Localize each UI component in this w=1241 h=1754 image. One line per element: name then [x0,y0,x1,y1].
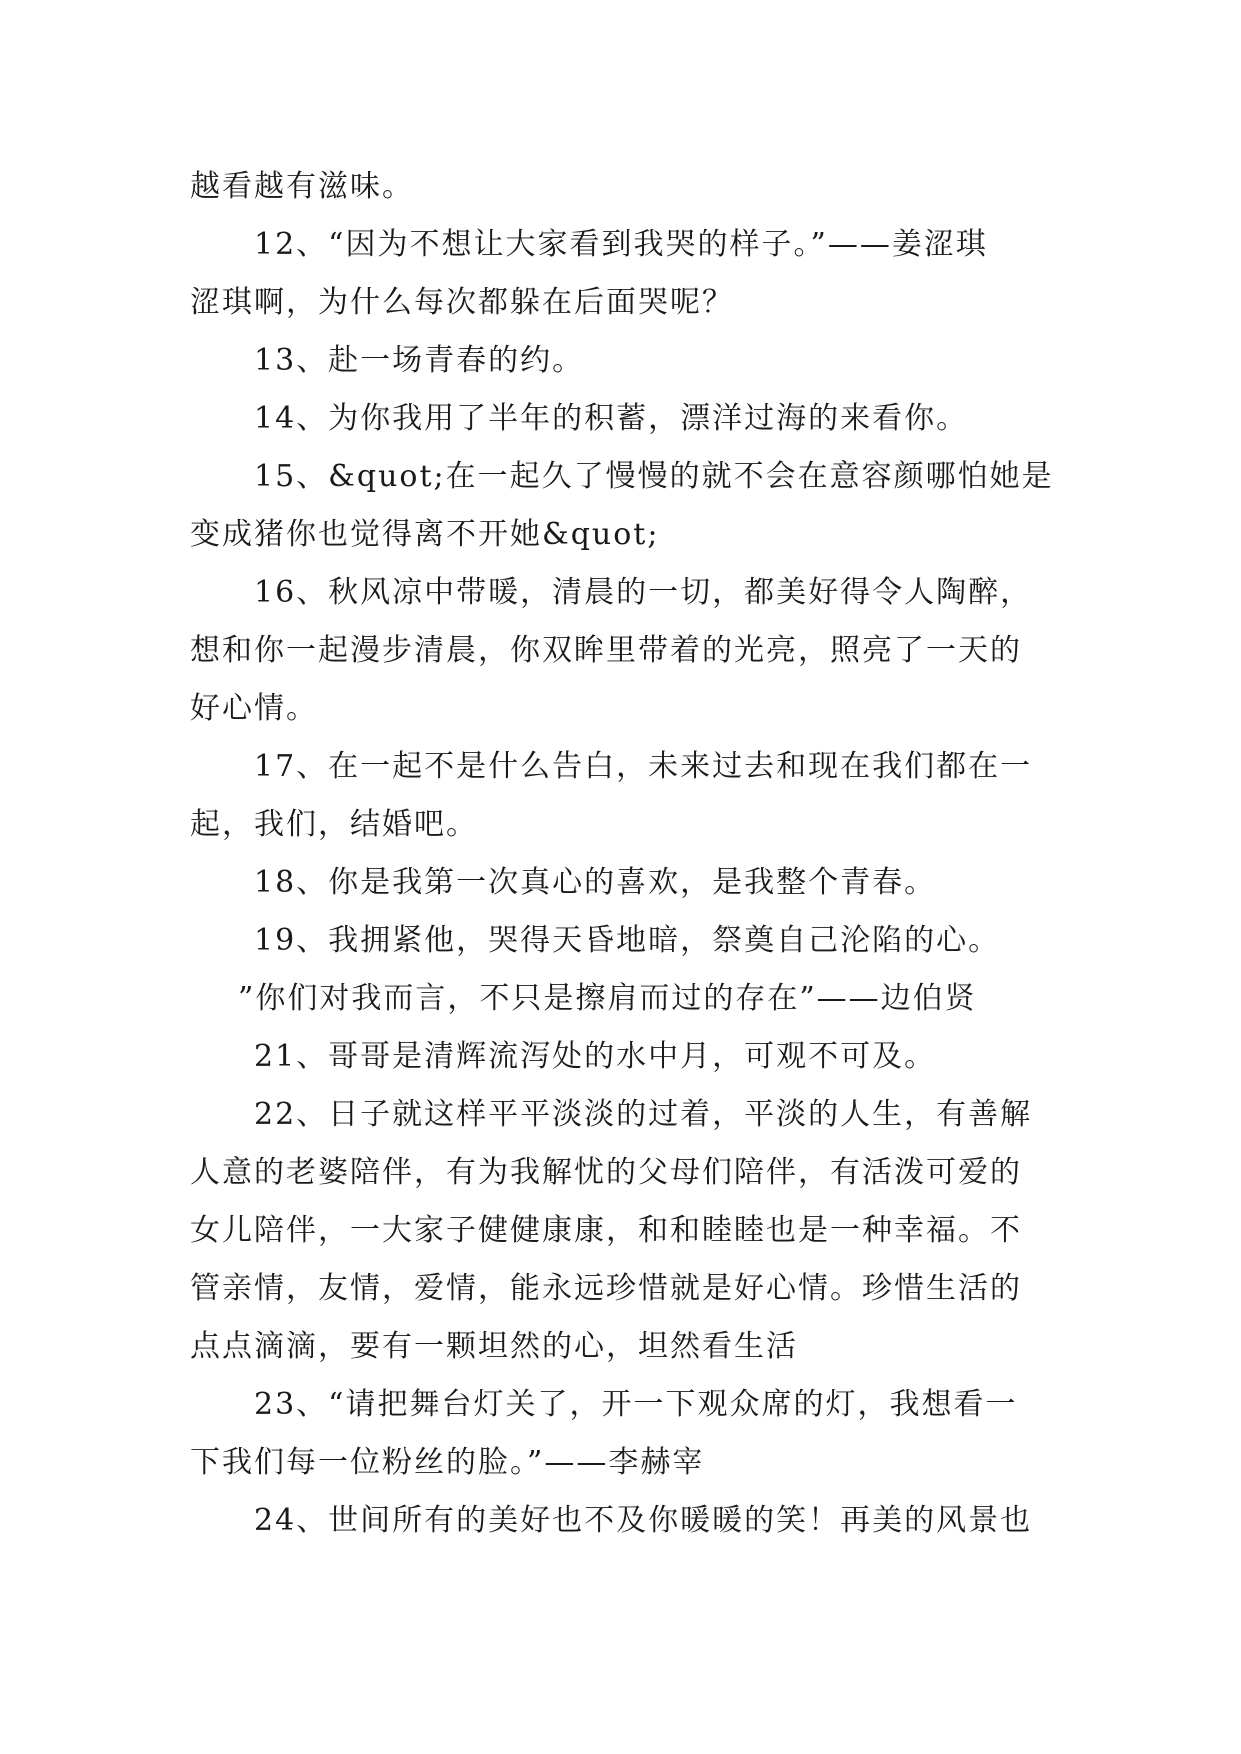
text-line: 起，我们，结婚吧。 [190,807,478,842]
text-line: 女儿陪伴，一大家子健健康康，和和睦睦也是一种幸福。不 [190,1213,1022,1248]
text-line: 19、我拥紧他，哭得天昏地暗，祭奠自己沦陷的心。 [254,923,1001,958]
text-line: 21、哥哥是清辉流泻处的水中月，可观不可及。 [254,1039,937,1074]
text-line: 13、赴一场青春的约。 [254,343,585,378]
text-line: 下我们每一位粉丝的脸。”——李赫宰 [190,1445,705,1480]
text-line: 14、为你我用了半年的积蓄，漂洋过海的来看你。 [254,401,969,436]
text-line: 好心情。 [190,691,318,726]
text-line: 17、在一起不是什么告白，未来过去和现在我们都在一 [254,749,1033,784]
text-line: 18、你是我第一次真心的喜欢，是我整个青春。 [254,865,937,900]
text-line: 人意的老婆陪伴，有为我解忧的父母们陪伴，有活泼可爱的 [190,1155,1022,1190]
document-page [190,158,1060,1550]
text-line: 管亲情，友情，爱情，能永远珍惜就是好心情。珍惜生活的 [190,1271,1022,1306]
text-line: 23、“请把舞台灯关了，开一下观众席的灯，我想看一 [254,1387,1018,1422]
text-line: 22、日子就这样平平淡淡的过着，平淡的人生，有善解 [254,1097,1033,1132]
text-line: 变成猪你也觉得离不开她&quot; [190,517,660,552]
text-line: 15、&quot;在一起久了慢慢的就不会在意容颜哪怕她是 [254,459,1054,494]
text-line: 想和你一起漫步清晨，你双眸里带着的光亮，照亮了一天的 [190,633,1022,668]
text-line: 12、“因为不想让大家看到我哭的样子。”——姜涩琪 [254,227,988,262]
text-line: 越看越有滋味。 [190,169,414,204]
text-line: 24、世间所有的美好也不及你暖暖的笑！再美的风景也 [254,1503,1033,1538]
text-line: 涩琪啊，为什么每次都躲在后面哭呢？ [190,285,734,320]
text-line: 点点滴滴，要有一颗坦然的心，坦然看生活 [190,1329,798,1364]
text-line: 16、秋风凉中带暖，清晨的一切，都美好得令人陶醉， [254,575,1033,610]
text-line: ”你们对我而言，不只是擦肩而过的存在”——边伯贤 [238,981,977,1016]
